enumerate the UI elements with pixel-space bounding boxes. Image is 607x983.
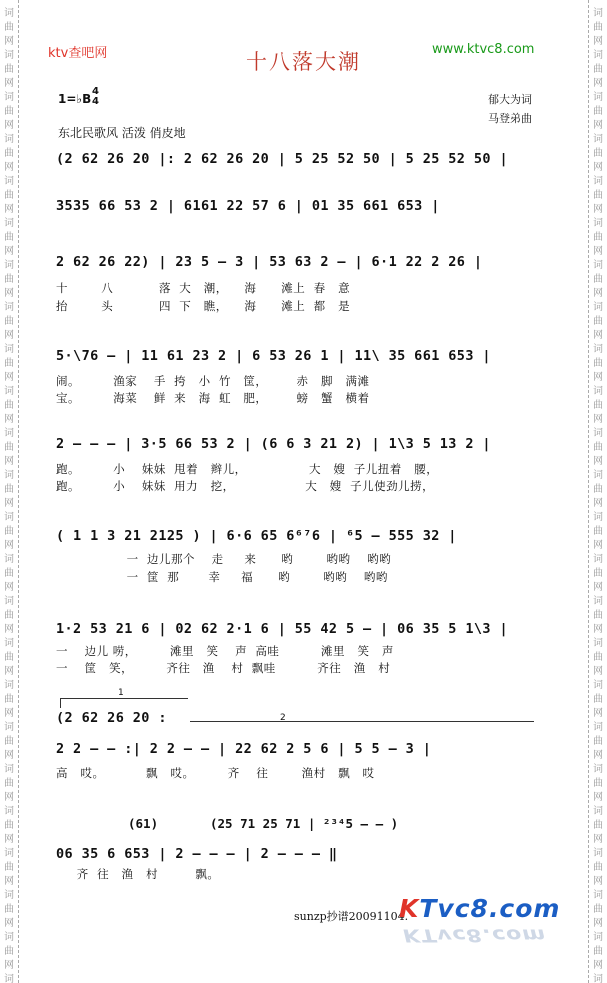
watermark-glyph: 曲: [593, 316, 603, 327]
watermark-glyph: 曲: [4, 484, 14, 495]
watermark-glyph: 网: [593, 120, 603, 131]
watermark-glyph: 网: [4, 834, 14, 845]
volta-1-number: 1: [118, 688, 124, 698]
watermark-glyph: 词: [4, 680, 14, 691]
watermark-glyph: 词: [4, 344, 14, 355]
right-watermark-strip: [588, 0, 607, 983]
lyric-line-6a: 一 边儿那个 走 来 哟 哟哟 哟哟: [56, 552, 392, 566]
song-title: 十八落大潮: [246, 50, 361, 74]
watermark-glyph: 词: [4, 386, 14, 397]
lyric-line-4b: 宝。 海菜 鲜 来 海 虹 肥， 螃 蟹 横着: [56, 391, 370, 405]
watermark-glyph: 词: [4, 596, 14, 607]
watermark-glyph: 曲: [4, 694, 14, 705]
watermark-glyph: 网: [593, 78, 603, 89]
watermark-glyph: 曲: [593, 22, 603, 33]
watermark-glyph: 网: [4, 918, 14, 929]
notation-row-5: 2 – – – | 3·5 66 53 2 | (6 6 3 21 2) | 1\3 5 13 2 |: [56, 436, 491, 452]
watermark-glyph: 曲: [4, 778, 14, 789]
time-signature: [92, 87, 99, 107]
watermark-glyph: 曲: [4, 904, 14, 915]
meter-top: 4: [92, 86, 99, 97]
watermark-glyph: 词: [593, 554, 603, 565]
watermark-glyph: 词: [593, 932, 603, 943]
watermark-glyph: 曲: [4, 820, 14, 831]
watermark-glyph: 网: [593, 204, 603, 215]
notation-row-9: 2 2 – – :| 2 2 – – | 22 62 2 5 6 | 5 5 – 3 |: [56, 741, 432, 757]
watermark-glyph: 词: [593, 638, 603, 649]
site-label-left[interactable]: ktv查吧网: [48, 46, 108, 61]
notation-row-6: ( 1 1 3 21 2125 ) | 6·6 65 6⁶⁷6 | ⁶5 – 555 32 |: [56, 528, 457, 544]
watermark-glyph: 曲: [4, 190, 14, 201]
watermark-glyph: 词: [4, 50, 14, 61]
notation-row-12: 06 35 6 653 | 2 – – – | 2 – – – ‖: [56, 846, 338, 862]
watermark-glyph: 曲: [4, 106, 14, 117]
watermark-glyph: 曲: [4, 64, 14, 75]
watermark-glyph: 词: [593, 764, 603, 775]
watermark-glyph: 网: [4, 960, 14, 971]
watermark-glyph: 网: [4, 204, 14, 215]
watermark-glyph: 曲: [593, 736, 603, 747]
watermark-glyph: 网: [593, 834, 603, 845]
watermark-glyph: 网: [4, 666, 14, 677]
watermark-glyph: 词: [4, 134, 14, 145]
watermark-glyph: 曲: [4, 358, 14, 369]
notation-row-4: 5·\76 – | 11 61 23 2 | 6 53 26 1 | 11\ 35 661 653 |: [56, 348, 491, 364]
watermark-glyph: 词: [4, 92, 14, 103]
watermark-glyph: 网: [4, 288, 14, 299]
watermark-glyph: 网: [4, 540, 14, 551]
meter-bottom: 4: [92, 96, 99, 107]
lyric-line-5b: 跑。 小 妹妹 用力 挖， 大 嫂 子儿使劲儿捞，: [56, 479, 435, 493]
notation-row-2: 3535 66 53 2 | 6161 22 57 6 | 01 35 661 653 |: [56, 198, 440, 214]
site-label-right[interactable]: www.ktvc8.com: [432, 42, 535, 57]
watermark-glyph: 词: [593, 806, 603, 817]
notation-row-8: (2 62 26 20 :: [56, 710, 167, 726]
watermark-glyph: 曲: [593, 442, 603, 453]
notation-row-11: (25 71 25 71 | ²³⁴5 – – ): [210, 816, 399, 831]
notation-row-7: 1·2 53 21 6 | 02 62 2·1 6 | 55 42 5 – | 06 35 5 1\3 |: [56, 621, 508, 637]
logo-k: K: [399, 894, 420, 923]
watermark-glyph: 词: [4, 722, 14, 733]
watermark-glyph: 词: [4, 512, 14, 523]
watermark-glyph: 词: [4, 806, 14, 817]
logo-reflection: KTvc8.com: [403, 924, 547, 945]
watermark-glyph: 曲: [593, 358, 603, 369]
watermark-glyph: 词: [4, 428, 14, 439]
watermark-glyph: 网: [593, 162, 603, 173]
watermark-glyph: 曲: [4, 22, 14, 33]
notation-row-10: (61): [128, 816, 159, 831]
watermark-glyph: 词: [593, 344, 603, 355]
watermark-glyph: 曲: [4, 946, 14, 957]
watermark-glyph: 曲: [593, 148, 603, 159]
watermark-glyph: 词: [593, 176, 603, 187]
lyric-line-6b: 一 筐 那 幸 福 哟 哟哟 哟哟: [56, 570, 388, 584]
watermark-glyph: 曲: [593, 652, 603, 663]
watermark-glyph: 曲: [593, 484, 603, 495]
watermark-glyph: 网: [4, 750, 14, 761]
watermark-glyph: 网: [593, 666, 603, 677]
watermark-glyph: 曲: [593, 820, 603, 831]
volta-1-start: [60, 698, 61, 708]
watermark-glyph: 词: [593, 134, 603, 145]
lyric-line-9: 高 哎。 飘 哎。 齐 往 渔村 飘 哎: [56, 766, 375, 780]
watermark-glyph: 词: [4, 176, 14, 187]
volta-2-number: 2: [280, 713, 286, 723]
watermark-glyph: 网: [4, 36, 14, 47]
watermark-glyph: 曲: [593, 568, 603, 579]
watermark-glyph: 网: [593, 330, 603, 341]
watermark-glyph: 曲: [593, 904, 603, 915]
watermark-glyph: 词: [4, 974, 14, 983]
watermark-glyph: 词: [4, 218, 14, 229]
watermark-glyph: 词: [4, 8, 14, 19]
watermark-glyph: 词: [593, 596, 603, 607]
watermark-glyph: 网: [4, 78, 14, 89]
watermark-glyph: 曲: [4, 610, 14, 621]
left-watermark-strip: [0, 0, 19, 983]
volta-1-bracket: [60, 698, 188, 699]
watermark-glyph: 词: [593, 848, 603, 859]
watermark-glyph: 曲: [4, 736, 14, 747]
composer: 马登弟曲: [488, 112, 532, 125]
watermark-glyph: 网: [4, 162, 14, 173]
watermark-glyph: 词: [4, 302, 14, 313]
watermark-glyph: 词: [593, 722, 603, 733]
watermark-glyph: 词: [4, 890, 14, 901]
watermark-glyph: 网: [593, 750, 603, 761]
watermark-glyph: 词: [4, 470, 14, 481]
watermark-glyph: 网: [4, 456, 14, 467]
watermark-glyph: 曲: [593, 106, 603, 117]
watermark-glyph: 曲: [593, 526, 603, 537]
notation-row-3: 2 62 26 22) | 23 5 – 3 | 53 63 2 – | 6·1 22 2 26 |: [56, 254, 483, 270]
watermark-glyph: 曲: [4, 316, 14, 327]
watermark-glyph: 词: [593, 890, 603, 901]
watermark-glyph: 网: [4, 414, 14, 425]
watermark-glyph: 曲: [4, 274, 14, 285]
watermark-glyph: 词: [4, 848, 14, 859]
watermark-glyph: 词: [593, 8, 603, 19]
watermark-glyph: 词: [4, 554, 14, 565]
lyricist: 郁大为词: [488, 93, 532, 106]
watermark-glyph: 网: [4, 120, 14, 131]
watermark-glyph: 曲: [4, 232, 14, 243]
watermark-glyph: 网: [593, 960, 603, 971]
performance-style: 东北民歌风 活泼 俏皮地: [58, 126, 186, 140]
ktvc8-logo[interactable]: [399, 894, 560, 923]
watermark-glyph: 网: [593, 498, 603, 509]
watermark-glyph: 词: [593, 302, 603, 313]
watermark-glyph: 词: [4, 260, 14, 271]
watermark-glyph: 曲: [4, 652, 14, 663]
watermark-glyph: 网: [593, 624, 603, 635]
watermark-glyph: 词: [4, 932, 14, 943]
watermark-glyph: 词: [593, 92, 603, 103]
watermark-glyph: 网: [593, 708, 603, 719]
watermark-glyph: 网: [593, 246, 603, 257]
lyric-line-7b: 一 筐 笑， 齐往 渔 村 飘哇 齐往 渔 村: [56, 661, 391, 675]
watermark-glyph: 曲: [4, 148, 14, 159]
key-signature: 1=♭B: [58, 92, 92, 106]
watermark-glyph: 网: [593, 288, 603, 299]
watermark-glyph: 网: [4, 372, 14, 383]
watermark-glyph: 网: [593, 792, 603, 803]
watermark-glyph: 词: [593, 260, 603, 271]
watermark-glyph: 网: [593, 414, 603, 425]
watermark-glyph: 曲: [4, 400, 14, 411]
watermark-glyph: 网: [4, 582, 14, 593]
watermark-glyph: 曲: [4, 526, 14, 537]
lyric-line-3a: 十 八 落 大 潮， 海 滩上 春 意: [56, 281, 351, 295]
watermark-glyph: 词: [593, 428, 603, 439]
watermark-glyph: 网: [4, 330, 14, 341]
watermark-glyph: 曲: [593, 610, 603, 621]
watermark-glyph: 曲: [593, 400, 603, 411]
watermark-glyph: 网: [4, 876, 14, 887]
lyric-line-4a: 闹。 渔家 手 挎 小 竹 筐， 赤 脚 满滩: [56, 374, 370, 388]
watermark-glyph: 词: [4, 638, 14, 649]
watermark-glyph: 网: [593, 582, 603, 593]
watermark-glyph: 网: [4, 708, 14, 719]
lyric-line-12: 齐 往 渔 村 飘。: [56, 867, 220, 881]
watermark-glyph: 网: [4, 624, 14, 635]
watermark-glyph: 网: [593, 372, 603, 383]
watermark-glyph: 曲: [4, 442, 14, 453]
watermark-glyph: 词: [593, 218, 603, 229]
watermark-glyph: 网: [4, 498, 14, 509]
watermark-glyph: 网: [593, 36, 603, 47]
logo-rest: Tvc8.com: [419, 894, 561, 923]
notation-row-1: (2 62 26 20 |: 2 62 26 20 | 5 25 52 50 | 5 25 52 50 |: [56, 151, 508, 167]
watermark-glyph: 曲: [593, 274, 603, 285]
watermark-glyph: 网: [593, 876, 603, 887]
watermark-glyph: 词: [593, 974, 603, 983]
watermark-glyph: 曲: [4, 862, 14, 873]
watermark-glyph: 曲: [593, 232, 603, 243]
lyric-line-3b: 抬 头 四 下 瞧， 海 滩上 都 是: [56, 299, 351, 313]
watermark-glyph: 网: [593, 540, 603, 551]
watermark-glyph: 曲: [593, 778, 603, 789]
watermark-glyph: 词: [593, 512, 603, 523]
transcriber-note: sunzp抄谱20091104.: [294, 910, 409, 923]
watermark-glyph: 网: [593, 456, 603, 467]
watermark-glyph: 词: [4, 764, 14, 775]
lyric-line-5a: 跑。 小 妹妹 甩着 辫儿， 大 嫂 子儿扭着 腰，: [56, 462, 439, 476]
watermark-glyph: 网: [593, 918, 603, 929]
watermark-glyph: 网: [4, 792, 14, 803]
watermark-glyph: 曲: [593, 862, 603, 873]
volta-2-bracket: [190, 721, 534, 722]
watermark-glyph: 曲: [593, 946, 603, 957]
watermark-glyph: 词: [593, 470, 603, 481]
lyric-line-7a: 一 边儿 唠， 滩里 笑 声 高哇 滩里 笑 声: [56, 644, 394, 658]
watermark-glyph: 曲: [593, 64, 603, 75]
watermark-glyph: 曲: [593, 694, 603, 705]
watermark-glyph: 词: [593, 386, 603, 397]
watermark-glyph: 词: [593, 680, 603, 691]
watermark-glyph: 曲: [593, 190, 603, 201]
watermark-glyph: 曲: [4, 568, 14, 579]
watermark-glyph: 网: [4, 246, 14, 257]
watermark-glyph: 词: [593, 50, 603, 61]
